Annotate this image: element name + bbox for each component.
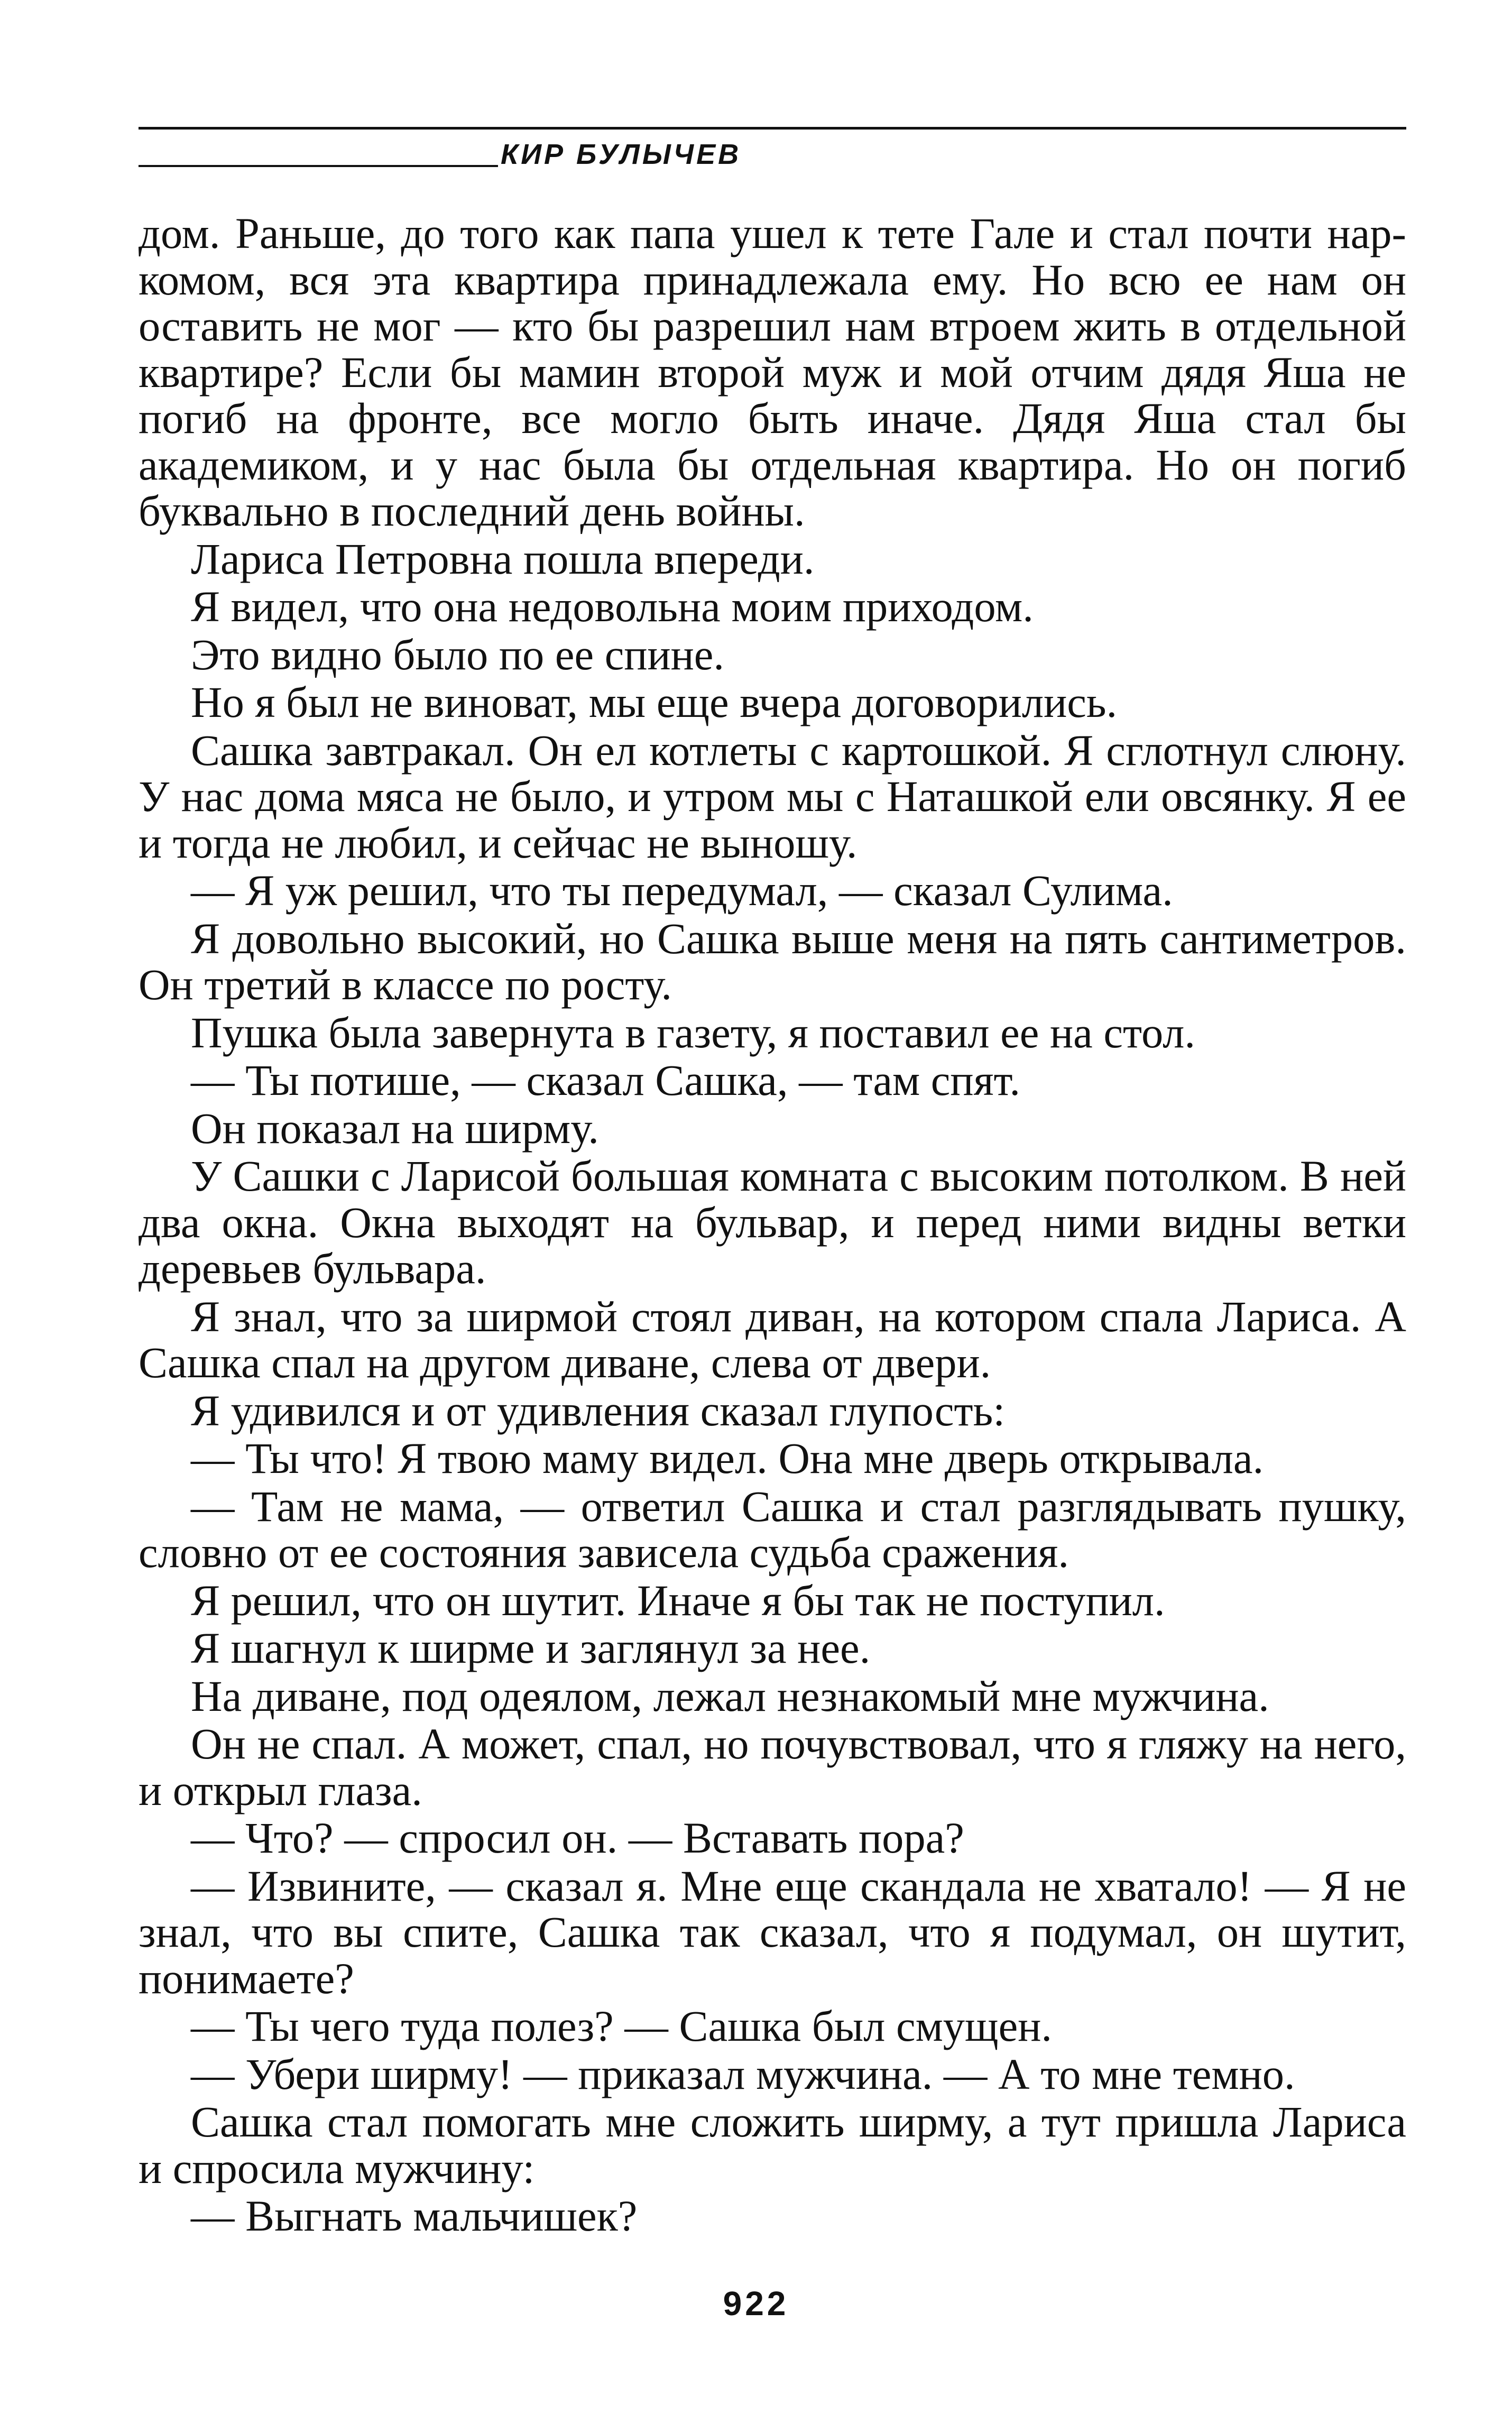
paragraph: Это видно было по ее спине. [191, 630, 725, 679]
paragraph: Я шагнул к ширме и заглянул за нее. [191, 1624, 871, 1672]
paragraph: дом. Раньше, до того как папа ушел к тете Гале и стал почти наркомом, вся эта квартира принадлежала ему. Но всю ее нам он оставить не мог — кто бы разрешил нам втроем жить в отдельной квартире? Если бы мамин второй муж и мой отчим дядя Яша не погиб на фронте, все могло быть иначе. Дядя Яша стал бы академиком, и у нас была бы отдельная квартира. Но он погиб буквально в последний день войны. [139, 209, 1406, 535]
paragraph: Я довольно высокий, но Сашка выше меня на пять сантиметров. Он третий в классе по росту. [139, 914, 1406, 1009]
paragraph: — Выгнать мальчишек? [191, 2191, 638, 2240]
paragraph: — Убери ширму! — приказал мужчина. — А то мне темно. [191, 2049, 1295, 2098]
paragraph: Я решил, что он шутит. Иначе я бы так не поступил. [191, 1576, 1165, 1625]
paragraph: Он не спал. А может, спал, но почувствовал, что я гляжу на него, и открыл глаза. [139, 1719, 1406, 1814]
paragraph: Лариса Петровна пошла впереди. [191, 534, 815, 583]
header-underline [139, 165, 498, 167]
paragraph: У Сашки с Ларисой большая комната с высоким потолком. В ней два окна. Окна выходят на бульвар, и перед ними видны ветки деревьев бульвара. [139, 1151, 1406, 1293]
paragraph: — Ты чего туда полез? — Сашка был смущен. [191, 2002, 1052, 2050]
paragraph: — Извините, — сказал я. Мне еще скандала не хватало! — Я не знал, что вы спите, Сашка так сказал, что я подумал, он шутит, понимаете? [139, 1861, 1406, 2003]
paragraph: — Что? — спросил он. — Вставать пора? [191, 1813, 964, 1862]
header-rule [139, 127, 1406, 130]
paragraph: Но я был не виноват, мы еще вчера договорились. [191, 678, 1118, 726]
paragraph: Я знал, что за ширмой стоял диван, на котором спала Лариса. А Сашка спал на другом диване, слева от двери. [139, 1292, 1406, 1387]
paragraph: На диване, под одеялом, лежал незнакомый мне мужчина. [191, 1671, 1269, 1720]
header-author: КИР БУЛЫЧЕВ [501, 139, 742, 170]
paragraph: Сашка завтракал. Он ел котлеты с картошкой. Я сглотнул слюну. У нас дома мяса не было, и утром мы с Наташкой ели овсянку. Я ее и тогда не любил, и сейчас не выношу. [139, 725, 1406, 867]
paragraph: Я удивился и от удивления сказал глупость: [191, 1386, 1006, 1435]
running-header [139, 139, 1406, 170]
paragraph: — Ты потише, — сказал Сашка, — там спят. [191, 1056, 1020, 1104]
paragraph: Я видел, что она недовольна моим приходом. [191, 582, 1034, 631]
paragraph: — Там не мама, — ответил Сашка и стал разглядывать пушку, словно от ее состояния зависела судьба сражения. [139, 1481, 1406, 1577]
paragraph: Сашка стал помогать мне сложить ширму, а тут пришла Лариса и спросила мужчину: [139, 2097, 1406, 2193]
paragraph: — Ты что! Я твою маму видел. Она мне дверь открывала. [191, 1434, 1264, 1482]
page-number: 922 [723, 2284, 789, 2323]
paragraph: — Я уж решил, что ты передумал, — сказал Сулима. [191, 866, 1173, 915]
body-text [139, 210, 1406, 2241]
paragraph: Он показал на ширму. [191, 1103, 599, 1153]
paragraph: Пушка была завернута в газету, я поставил ее на стол. [191, 1008, 1195, 1057]
